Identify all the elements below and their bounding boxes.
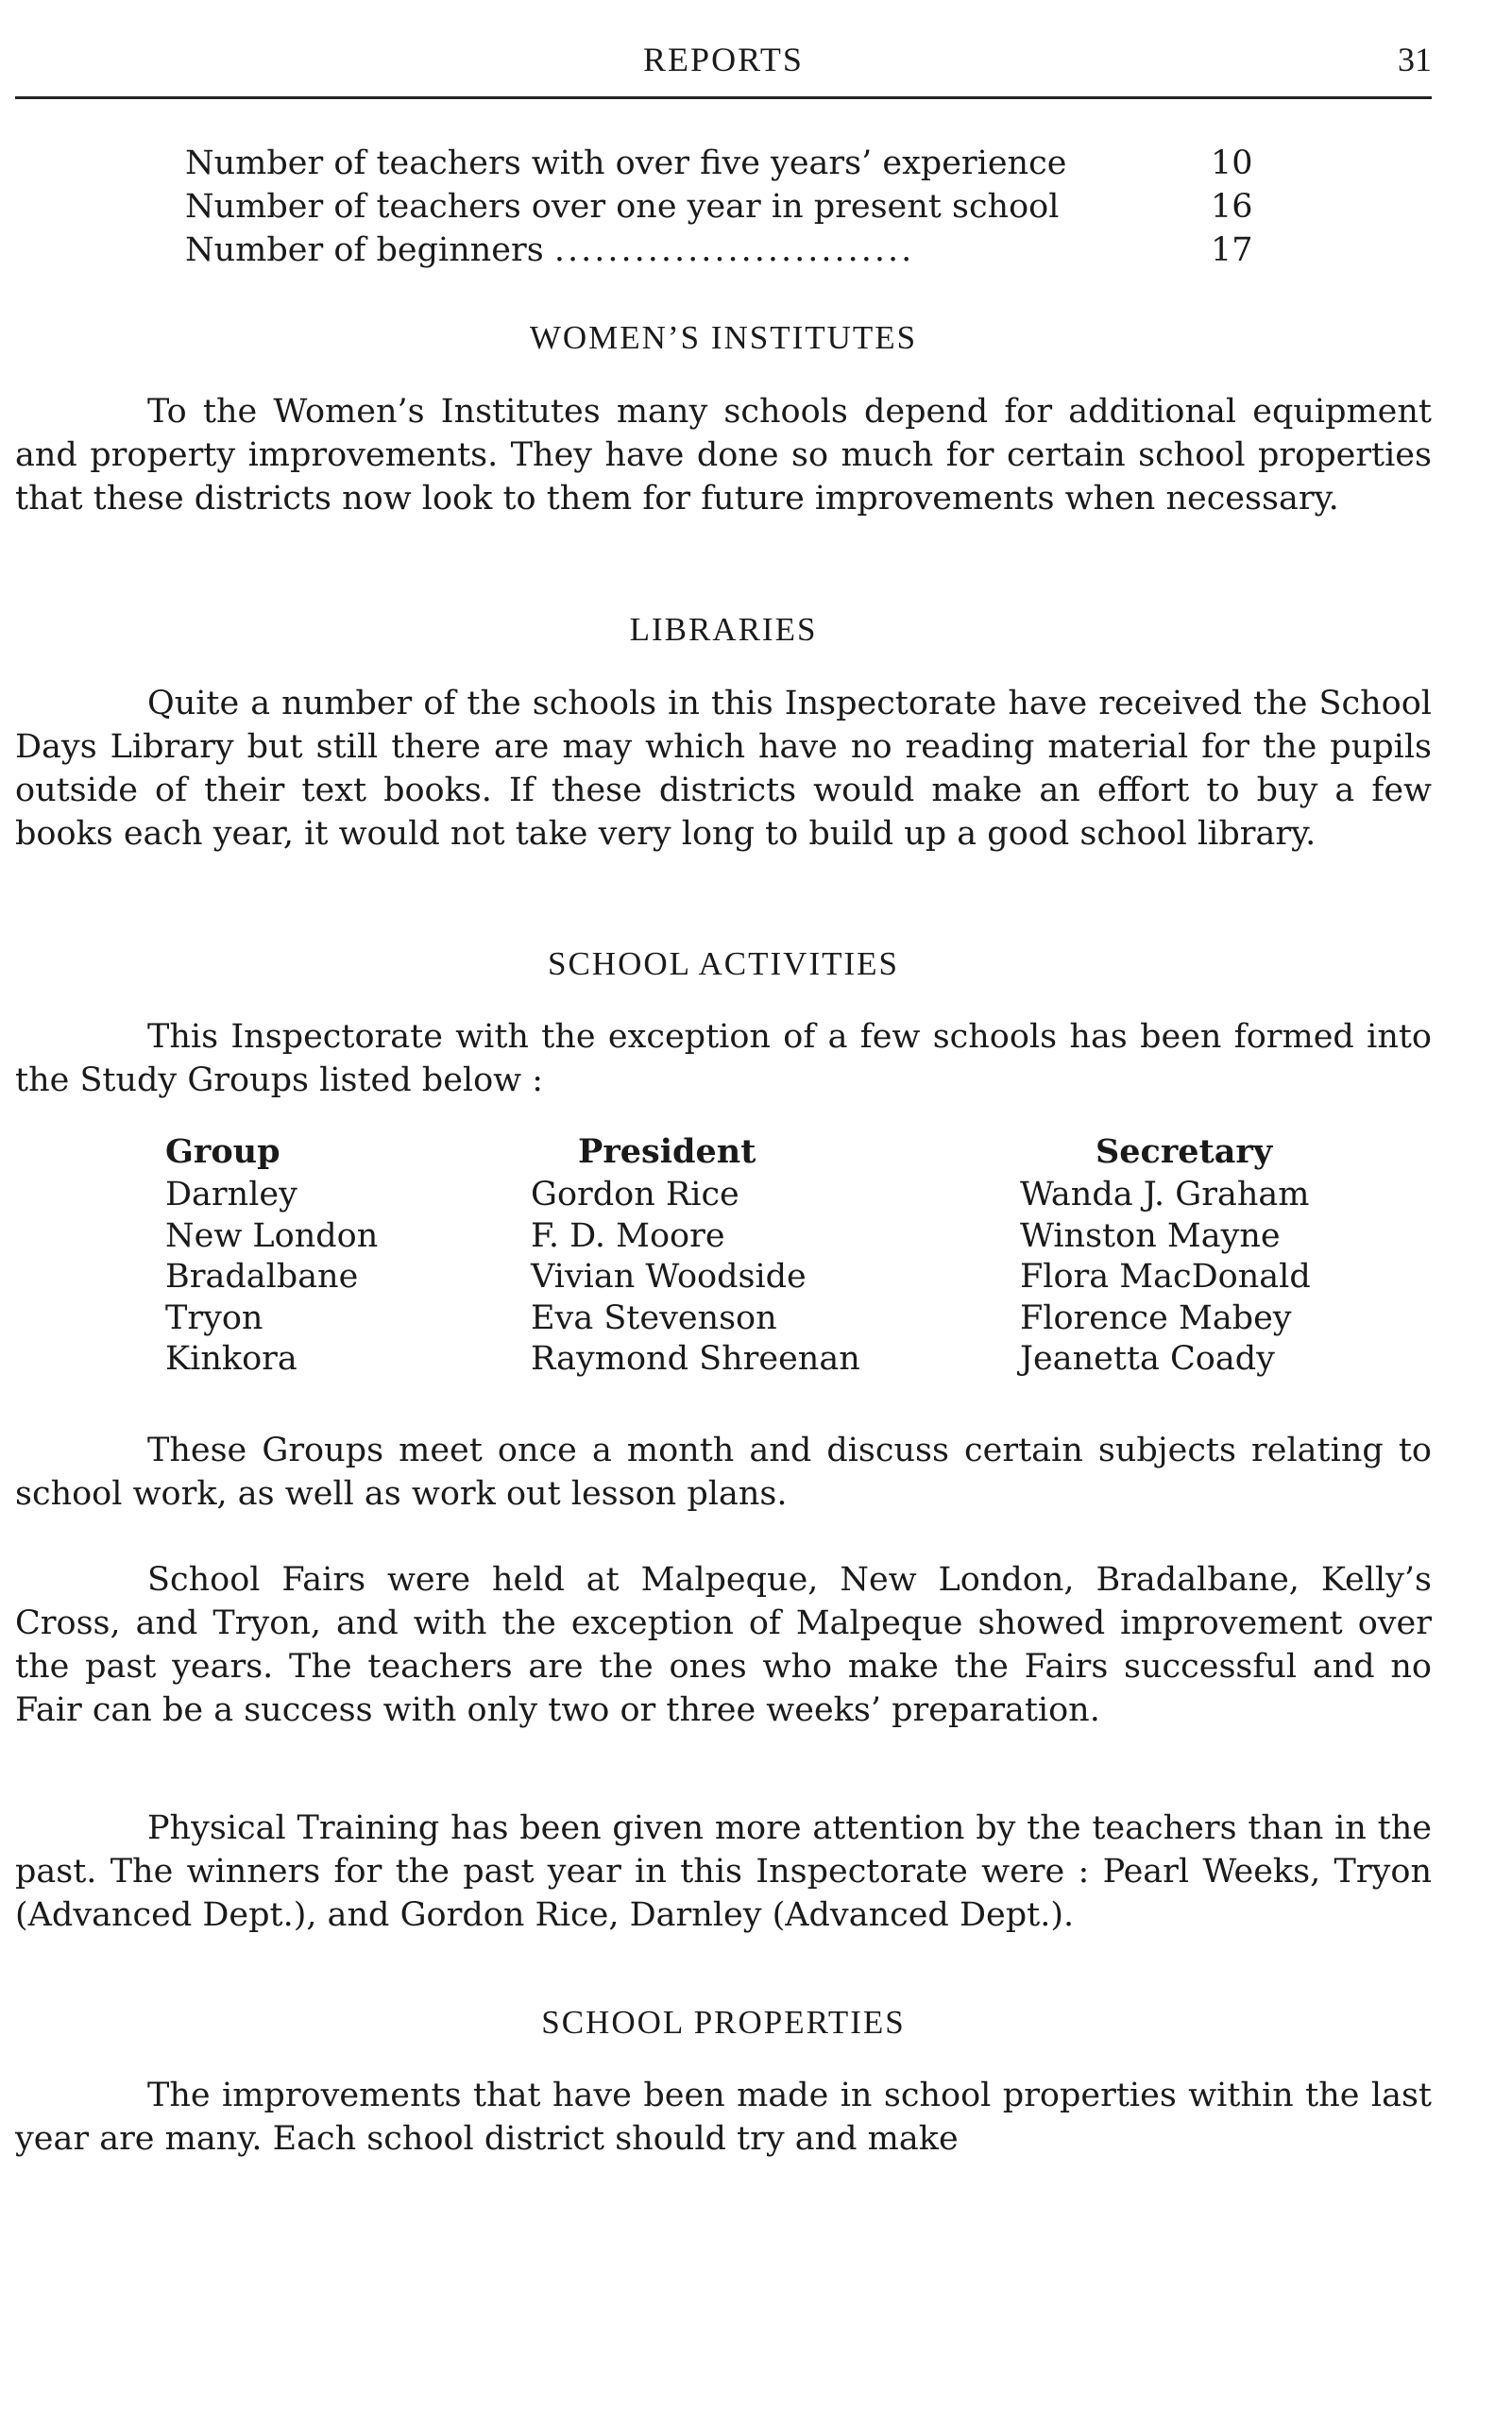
group-cell: Tryon xyxy=(165,1298,263,1337)
secretary-header: Secretary xyxy=(1096,1132,1273,1171)
secretary-cell: Florence Mabey xyxy=(1020,1298,1292,1337)
groups-paragraph: These Groups meet once a month and discuss certain subjects relating to school work, as well as work out lesson plans. xyxy=(15,1432,1432,1513)
stat-label: Number of teachers with over five years’ experience xyxy=(185,144,1067,182)
school-activities-intro: This Inspectorate with the exception of a few schools has been formed into the Study Groups listed below : xyxy=(15,1018,1432,1099)
school-activities-heading: SCHOOL ACTIVITIES xyxy=(547,945,899,982)
stat-row xyxy=(185,229,1271,272)
secretary-column xyxy=(1020,1129,1311,1381)
stat-label: Number of beginners xyxy=(185,231,544,269)
president-cell: Vivian Woodside xyxy=(531,1258,807,1296)
group-cell: Kinkora xyxy=(165,1340,297,1378)
secretary-cell: Jeanetta Coady xyxy=(1020,1340,1275,1378)
stat-row xyxy=(185,142,1271,185)
secretary-cell: Winston Mayne xyxy=(1020,1216,1281,1255)
physical-training-paragraph: Physical Training has been given more attention by the teachers than in the past. The winners for the past year in this Inspectorate were : Pearl Weeks, Tryon (Advanced Dept.), and Gordon Rice, Darnley (Advanced Dept.). xyxy=(15,1809,1432,1934)
president-cell: Eva Stevenson xyxy=(531,1298,777,1337)
stat-value: 10 xyxy=(1211,144,1253,182)
fairs-paragraph: School Fairs were held at Malpeque, New London, Bradalbane, Kelly’s Cross, and Tryon, and with the exception of Malpeque showed improvement over the past years. The teachers are the ones who make the Fairs successful and no Fair can be a success with only two or three weeks’ preparation. xyxy=(15,1561,1432,1729)
secretary-cell: Flora MacDonald xyxy=(1020,1258,1311,1296)
group-cell: New London xyxy=(165,1216,379,1255)
stat-value: 16 xyxy=(1211,188,1253,226)
libraries-heading: LIBRARIES xyxy=(629,611,818,648)
stat-label-wrap xyxy=(185,231,914,269)
president-cell: Raymond Shreenan xyxy=(531,1340,860,1378)
secretary-cell: Wanda J. Graham xyxy=(1020,1176,1310,1213)
stat-value: 17 xyxy=(1211,231,1253,269)
stat-row xyxy=(185,185,1271,229)
school-properties-paragraph: The improvements that have been made in school properties within the last year are many. Each school district should try and make xyxy=(15,2077,1432,2158)
libraries-paragraph: Quite a number of the schools in this Inspectorate have received the School Days Library but still there are may which have no reading material for the pupils outside of their text books. If these districts would make an effort to buy a few books each year, it would not take very long to build up a good school library. xyxy=(15,685,1432,853)
header-rule xyxy=(15,96,1432,99)
womens-institutes-heading: WOMEN’S INSTITUTES xyxy=(529,319,918,356)
group-cell: Darnley xyxy=(165,1176,297,1213)
president-cell: F. D. Moore xyxy=(531,1216,725,1255)
teacher-stats xyxy=(185,142,1271,272)
page-number: 31 xyxy=(1398,41,1432,78)
school-properties-heading: SCHOOL PROPERTIES xyxy=(541,2004,906,2041)
leader-dots: ........................... xyxy=(553,231,915,269)
womens-institutes-paragraph: To the Women’s Institutes many schools depend for additional equipment and property improvements. They have done so much for certain school properties that these districts now look to them for future improvements when necessary. xyxy=(15,393,1432,517)
group-header: Group xyxy=(165,1132,280,1171)
president-header: President xyxy=(578,1132,756,1171)
running-header xyxy=(15,40,1432,96)
stat-label: Number of teachers over one year in present school xyxy=(185,188,1060,226)
group-column xyxy=(165,1129,378,1381)
group-cell: Bradalbane xyxy=(165,1258,359,1296)
president-cell: Gordon Rice xyxy=(531,1176,739,1213)
running-title: REPORTS xyxy=(643,41,804,78)
president-column xyxy=(531,1129,860,1381)
